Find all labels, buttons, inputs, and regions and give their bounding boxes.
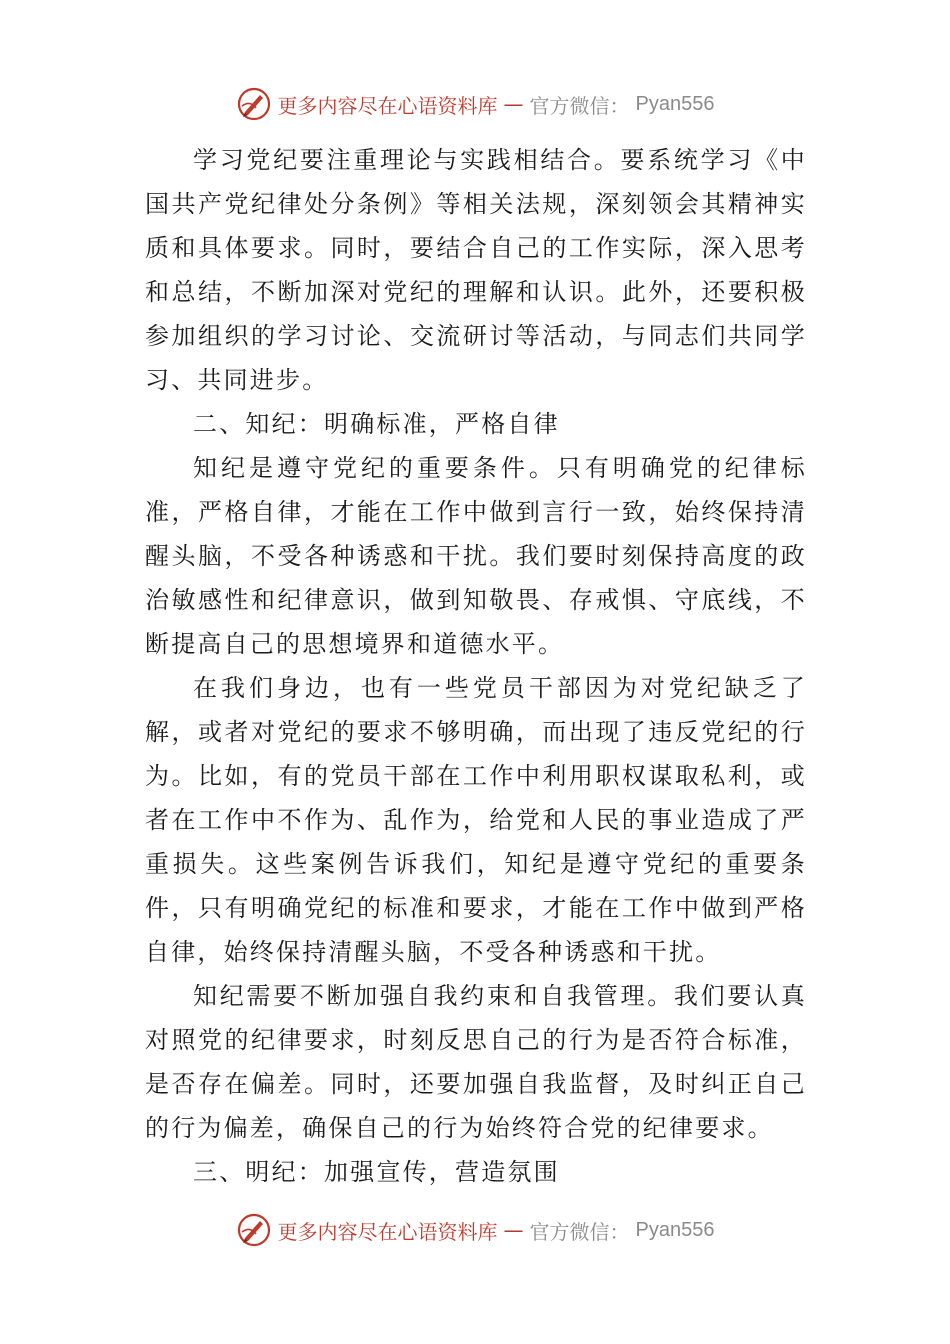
header-watermark-banner xyxy=(0,84,950,124)
paragraph-self-management: 知纪需要不断加强自我约束和自我管理。我们要认真对照党的纪律要求，时刻反思自己的行为是否符合标准，是否存在偏差。同时，还要加强自我监督，及时纠正自己的行为偏差，确保自己的行为始终符合党的纪律要求。 xyxy=(145,982,807,1142)
section-heading-know-discipline: 二、知纪：明确标准，严格自律 xyxy=(193,410,560,438)
paragraph-know-discipline: 知纪是遵守党纪的重要条件。只有明确党的纪律标准，严格自律，才能在工作中做到言行一致，始终保持清醒头脑，不受各种诱惑和干扰。我们要时刻保持高度的政治敏感性和纪律意识，做到知敬畏、存戒惧、守底线，不断提高自己的思想境界和道德水平。 xyxy=(145,454,807,658)
document-body xyxy=(145,138,807,1194)
banner-wechat-id: Pyan556 xyxy=(635,1218,715,1241)
pen-logo-icon xyxy=(236,86,272,122)
banner-site-text: 更多内容尽在心语资料库 xyxy=(277,93,498,118)
banner-wechat-id: Pyan556 xyxy=(635,92,715,115)
banner-wechat-label: 官方微信： xyxy=(529,1219,630,1244)
banner-wechat-label: 官方微信： xyxy=(529,93,630,118)
footer-watermark-banner xyxy=(0,1210,950,1250)
section-heading-clarify-discipline: 三、明纪：加强宣传，营造氛围 xyxy=(193,1158,560,1186)
banner-separator: — xyxy=(503,92,524,116)
banner-site-text: 更多内容尽在心语资料库 xyxy=(277,1219,498,1244)
paragraph-study-discipline: 学习党纪要注重理论与实践相结合。要系统学习《中国共产党纪律处分条例》等相关法规，深刻领会其精神实质和具体要求。同时，要结合自己的工作实际，深入思考和总结，不断加深对党纪的理解和认识。此外，还要积极参加组织的学习讨论、交流研讨等活动，与同志们共同学习、共同进步。 xyxy=(145,146,807,394)
pen-logo-icon xyxy=(236,1212,272,1248)
paragraph-examples: 在我们身边，也有一些党员干部因为对党纪缺乏了解，或者对党纪的要求不够明确，而出现了违反党纪的行为。比如，有的党员干部在工作中利用职权谋取私利，或者在工作中不作为、乱作为，给党和人民的事业造成了严重损失。这些案例告诉我们，知纪是遵守党纪的重要条件，只有明确党纪的标准和要求，才能在工作中做到严格自律，始终保持清醒头脑，不受各种诱惑和干扰。 xyxy=(145,674,807,966)
banner-separator: — xyxy=(503,1218,524,1242)
